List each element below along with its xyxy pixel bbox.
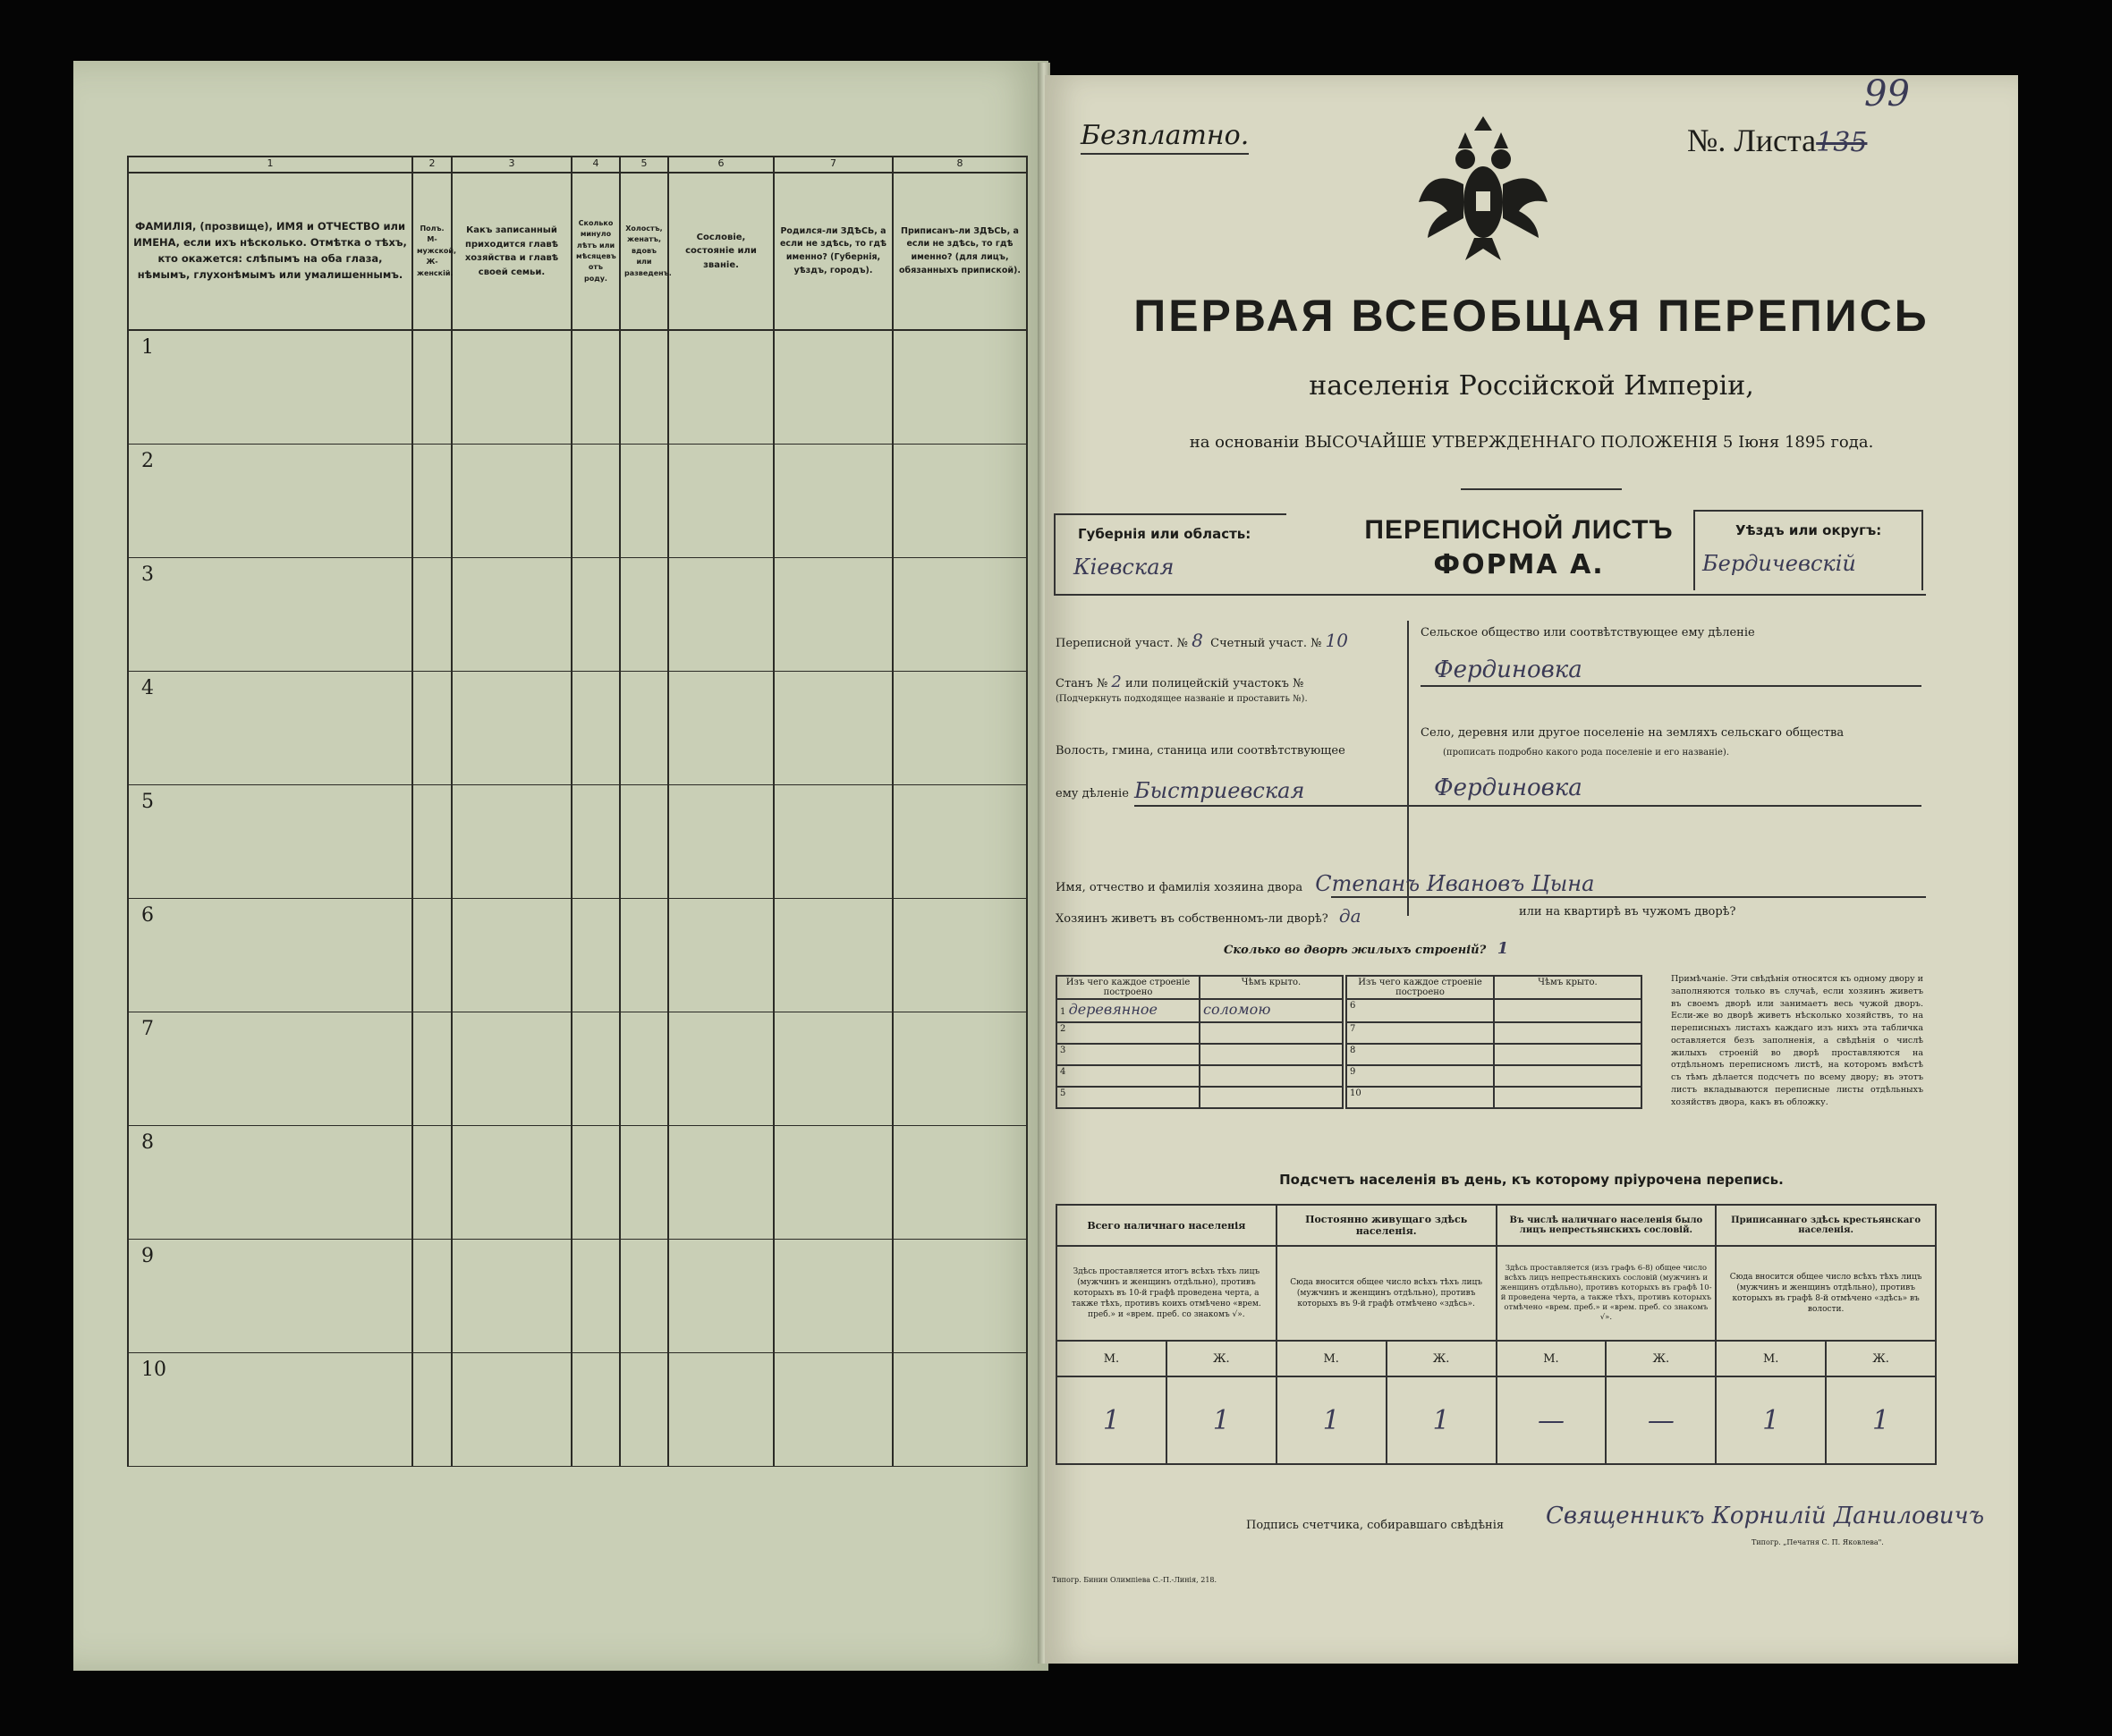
tally-group-desc: Здѣсь проставляется итогъ всѣхъ тѣхъ лицъ (мужчинъ и женщинъ отдѣльно), противъ которыхъ въ 10-й графѣ проведена черта, а также тѣхъ, противъ коихъ отмѣчено «врем. преб.» и «врем. преб. со знакомъ √». [1056,1246,1277,1341]
owner-line [1056,871,1594,896]
header-name: ФАМИЛІЯ, (прозвище), ИМЯ и ОТЧЕСТВО или ИМЕНА, если ихъ нѣсколько. Отмѣтка о тѣхъ, кто окажется: слѣпымъ на оба глаза, нѣмымъ, глухонѣмымъ или умалишеннымъ. [128,173,412,330]
left-page [73,61,1048,1671]
tally-value: 1 [1387,1376,1497,1464]
stan-value: 2 [1111,673,1122,691]
row-number: 1 [141,336,154,359]
table-row [1056,999,1343,1022]
male-label: М. [1056,1341,1166,1376]
table-row [128,1012,1027,1126]
population-tally-table [1056,1204,1937,1465]
header-registration: Приписанъ-ли ЗДѢСЬ, а если не здѣсь, то гдѣ именно? (для лицъ, обязанныхъ припиской). [893,173,1027,330]
buildings-value: 1 [1497,939,1509,958]
counting-district-label: Счетный участ. № [1210,637,1322,650]
gubernia-label: Губернія или область: [1078,526,1251,542]
sheet-label: №. Листа [1687,123,1817,158]
printer-right: Типогр. „Печатня С. П. Яковлева". [1752,1538,1884,1546]
female-label: Ж. [1606,1341,1716,1376]
buildings-label: Сколько во дворѣ жилыхъ строеній? [1224,944,1487,957]
page-number: 99 [1864,73,1910,114]
tally-group-title: Въ числѣ наличнаго населенія было лицъ непрестьянскихъ сословій. [1497,1205,1717,1246]
free-label: Безплатно. [1081,120,1249,155]
column-number: 8 [893,157,1027,173]
tally-value: 1 [1166,1376,1277,1464]
volost-value: Быстриевская [1134,778,1305,803]
table-row [128,899,1027,1012]
volost-label-2: ему дѣленіе [1056,787,1129,800]
tally-value: 1 [1056,1376,1166,1464]
row-number: 8 [1346,1044,1494,1065]
stan-note: (Подчеркнуть подходящее названіе и проставить №). [1056,694,1308,704]
header-birthplace: Родился-ли ЗДѢСЬ, а если не здѣсь, то гдѣ именно? (Губернія, уѣздъ, городъ). [774,173,893,330]
gubernia-box [1054,513,1286,594]
form-subtitle: ФОРМА А. [1433,549,1605,580]
column-number: 4 [572,157,620,173]
owner-value: Степанъ Ивановъ Цына [1315,871,1595,896]
tally-value: 1 [1277,1376,1387,1464]
sheet-value: 135 [1816,127,1868,158]
table-row [1056,1087,1343,1108]
row-number: 6 [1346,999,1494,1022]
own-yard-line [1056,905,1361,927]
uezd-value: Бердичевскій [1702,551,1856,576]
counting-district-value: 10 [1325,630,1348,651]
row-number: 8 [141,1131,154,1154]
tally-group-title: Постоянно живущаго здѣсь населенія. [1277,1205,1497,1246]
remark: Примѣчаніе. Эти свѣдѣнія относятся къ одному двору и заполняются только въ случаѣ, если хозяинъ живетъ въ своемъ дворѣ или занимаетъ весь чужой дворъ. Если-же во дворѣ живетъ нѣсколько хозяйствъ, то на переписныхъ листахъ каждаго изъ нихъ эта табличка оставляется безъ заполненія, а свѣдѣнія о числѣ жилыхъ строеній во дворѣ проставляются на отдѣльномъ переписномъ листѣ, на которомъ вмѣстѣ съ тѣмъ дѣлается подсчетъ по всему двору; въ этотъ листъ вкладываются переписные листы отдѣльныхъ хозяйствъ двора, какъ въ обложку. [1671,974,1923,1107]
row-number: 3 [141,563,154,586]
society-value: Фердиновка [1434,656,1582,683]
table-row [128,1353,1027,1467]
col-roof: Чѣмъ крыто. [1200,976,1343,999]
material-value: деревянное [1068,1001,1158,1018]
table-row [128,558,1027,672]
village-value: Фердиновка [1434,775,1582,801]
stan-label: Станъ № [1056,677,1108,690]
table-row [1346,1065,1641,1087]
divider [1054,594,1926,596]
sheet-number [1687,122,1867,159]
table-row [128,672,1027,785]
buildings-table-right [1345,975,1642,1109]
buildings-line [1224,939,1508,958]
column-number: 7 [774,157,893,173]
column-number: 6 [668,157,774,173]
column-header-row [128,173,1027,330]
tally-group-desc: Сюда вносится общее число всѣхъ тѣхъ лицъ (мужчинъ и женщинъ отдѣльно), противъ которыхъ въ графѣ 8-й отмѣчено «здѣсь» въ волости. [1716,1246,1936,1341]
col-material: Изъ чего каждое строеніе построено [1346,976,1494,999]
column-number: 5 [620,157,668,173]
row-number: 10 [1346,1087,1494,1108]
tally-value: 1 [1826,1376,1936,1464]
table-row [1346,999,1641,1022]
table-row [128,785,1027,899]
table-row [1056,1022,1343,1044]
male-label: М. [1277,1341,1387,1376]
table-row [1056,1044,1343,1065]
male-label: М. [1716,1341,1826,1376]
row-number: 5 [141,791,154,813]
census-columns-table [127,156,1028,1467]
gubernia-value: Кіевская [1073,555,1175,580]
col-roof: Чѣмъ крыто. [1494,976,1641,999]
column-number: 3 [452,157,572,173]
row-number: 10 [141,1359,166,1381]
header-sex: Полъ. М-мужской, Ж-женскій. [412,173,452,330]
row-number: 9 [1346,1065,1494,1087]
form-title: ПЕРЕПИСНОЙ ЛИСТЪ [1364,515,1674,545]
col-material: Изъ чего каждое строеніе построено [1056,976,1200,999]
census-district-value: 8 [1192,630,1203,651]
own-yard-value: да [1338,905,1361,927]
tally-group-title: Всего наличнаго населенія [1056,1205,1277,1246]
printer-left: Типогр. Бинин Олимпіева С.-П.-Линія, 218. [1052,1576,1217,1584]
header-marital: Холостъ, женатъ, вдовъ или разведенъ. [620,173,668,330]
row-number: 2 [141,450,154,472]
table-row [128,1126,1027,1240]
column-number-row [128,157,1027,173]
tally-value: 1 [1716,1376,1826,1464]
row-number: 5 [1056,1087,1200,1108]
divider [1421,685,1921,687]
male-label: М. [1497,1341,1607,1376]
volost-label: Волость, гмина, станица или соотвѣтствующее [1056,744,1345,758]
owner-label: Имя, отчество и фамилія хозяина двора [1056,881,1303,894]
page-title: ПЕРВАЯ ВСЕОБЩАЯ ПЕРЕПИСЬ [1133,291,1930,341]
tally-value: — [1606,1376,1716,1464]
female-label: Ж. [1166,1341,1277,1376]
table-row [128,330,1027,445]
female-label: Ж. [1826,1341,1936,1376]
village-label: Село, деревня или другое поселеніе на земляхъ сельскаго общества [1421,726,1845,740]
census-district-label: Переписной участ. № [1056,637,1188,650]
tally-group-desc: Сюда вносится общее число всѣхъ тѣхъ лицъ (мужчинъ и женщинъ отдѣльно), противъ которыхъ въ 9-й графѣ отмѣчено «здѣсь». [1277,1246,1497,1341]
signature-value: Священникъ Корнилій Даниловичъ [1546,1503,1985,1529]
tally-group-desc: Здѣсь проставляется (изъ графъ 6-8) общее число всѣхъ лицъ непрестьянскихъ сословій (мужчинъ и женщинъ отдѣльно), противъ которыхъ въ графѣ 10-й проведена черта, а также тѣхъ, противъ которыхъ отмѣчено «врем. преб.» и «врем. преб. со знакомъ √». [1497,1246,1717,1341]
divider [1461,488,1622,490]
society-label: Сельское общество или соотвѣтствующее ему дѣленіе [1421,626,1755,639]
header-relation: Какъ записанный приходится главѣ хозяйства и главѣ своей семьи. [452,173,572,330]
tally-group-title: Приписаннаго здѣсь крестьянскаго населенія. [1716,1205,1936,1246]
header-estate: Сословіе, состояніе или званіе. [668,173,774,330]
stan-line [1056,673,1303,691]
page-subtitle: населенія Россійской Имперіи, [1309,370,1754,402]
table-row [128,445,1027,558]
table-row [128,1240,1027,1353]
census-district [1056,630,1348,651]
row-number: 6 [141,904,154,927]
row-number: 7 [1346,1022,1494,1044]
row-number: 2 [1056,1022,1200,1044]
table-row [1056,1065,1343,1087]
row-number: 9 [141,1245,154,1267]
tally-title: Подсчетъ населенія въ день, къ которому пріурочена перепись. [1279,1172,1784,1188]
divider [1331,896,1926,898]
signature-label: Подпись счетчика, собиравшаго свѣдѣнія [1246,1519,1505,1532]
header-age: Сколько минуло лѣтъ или мѣсяцевъ отъ роду. [572,173,620,330]
column-number: 1 [128,157,412,173]
female-label: Ж. [1387,1341,1497,1376]
column-number: 2 [412,157,452,173]
police-label: или полицейскій участокъ № [1125,677,1304,690]
legal-basis: на основаніи ВЫСОЧАЙШЕ УТВЕРЖДЕННАГО ПОЛОЖЕНІЯ 5 Іюня 1895 года. [1189,433,1874,452]
uezd-box [1693,510,1923,590]
row-number: 3 [1056,1044,1200,1065]
table-row [1346,1022,1641,1044]
row-number: 7 [141,1018,154,1040]
village-note: (прописать подробно какого рода поселеніе и его названіе). [1443,748,1729,758]
rent-label: или на квартирѣ въ чужомъ дворѣ? [1519,905,1736,919]
row-number: 4 [141,677,154,699]
table-row [1346,1087,1641,1108]
divider [1421,805,1921,807]
right-page [1045,75,2018,1664]
row-number: 4 [1056,1065,1200,1087]
roof-value: соломою [1203,1001,1271,1018]
row-number: 1 [1060,1007,1066,1017]
uezd-label: Уѣздъ или округъ: [1735,522,1882,538]
own-yard-label: Хозяинъ живетъ въ собственномъ-ли дворѣ? [1056,912,1328,926]
table-row [1346,1044,1641,1065]
buildings-table-left [1056,975,1344,1109]
tally-value: — [1497,1376,1607,1464]
double-headed-eagle-icon [1412,113,1555,265]
